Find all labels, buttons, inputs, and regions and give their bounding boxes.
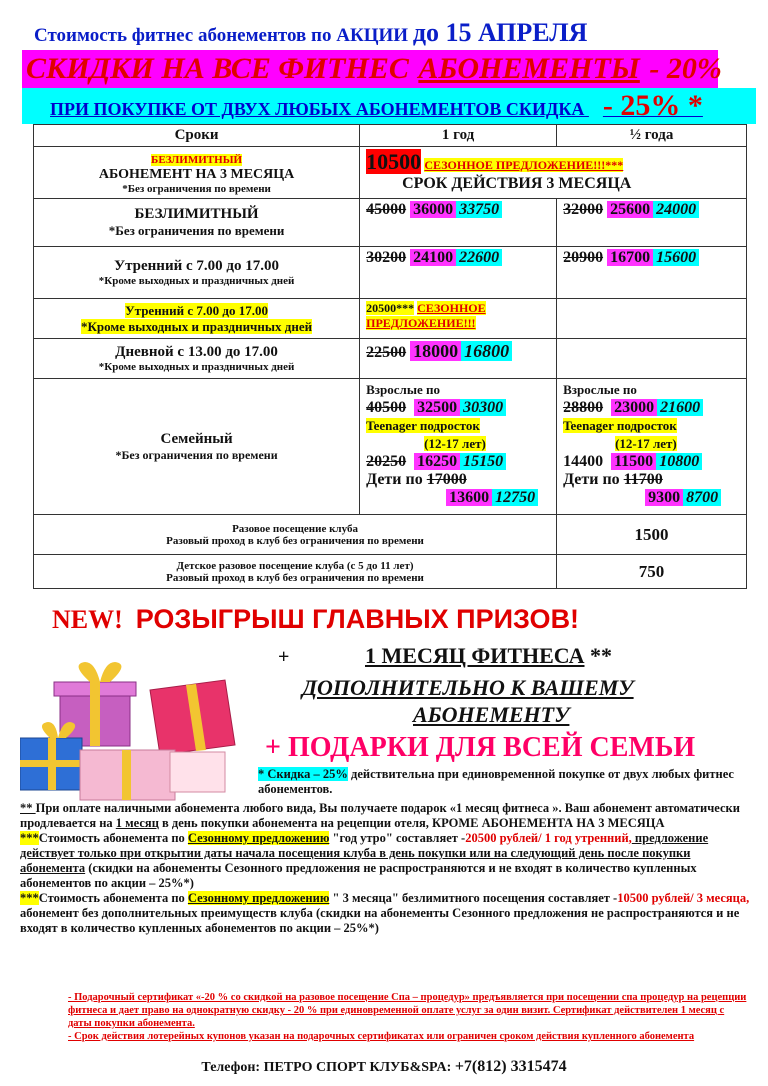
- plus-sign: +: [278, 646, 290, 668]
- row-name: Семейный: [160, 430, 233, 447]
- bonus-extra-line1: ДОПОЛНИТЕЛЬНО К ВАШЕМУ: [302, 675, 634, 700]
- row-name-cell: [34, 555, 557, 589]
- price-25: 24000: [653, 201, 699, 218]
- old-price: 40500: [366, 399, 407, 416]
- row-note: *Без ограничения по времени: [115, 447, 278, 462]
- note-text: Стоимость абонемента по: [38, 831, 188, 845]
- note-cash: [20, 801, 750, 831]
- col-year: 1 год: [360, 125, 557, 147]
- row-name-cell: [34, 515, 557, 555]
- row-name: Разовое посещение клуба: [232, 522, 358, 535]
- family-half: [557, 379, 747, 515]
- price-half: [557, 199, 747, 247]
- contact-phone: [0, 1058, 768, 1076]
- price-half: [557, 247, 747, 299]
- note-seasonal-3months: [20, 891, 750, 936]
- price-year: [360, 199, 557, 247]
- note-text: Сезонному предложению: [187, 831, 330, 845]
- price-20: 9300: [645, 489, 683, 506]
- row-note: Разовый проход в клуб без ограничения по времени: [166, 571, 424, 584]
- seasonal-morning-price: 20500***: [366, 301, 415, 315]
- table-row: [34, 147, 747, 199]
- old-price: 17000: [426, 471, 467, 488]
- row-name-cell: [34, 299, 360, 339]
- table-row: [34, 299, 747, 339]
- table-row: [34, 379, 747, 515]
- price-25: 8700: [683, 489, 721, 506]
- price-20: 16700: [607, 249, 653, 266]
- price-20: 23000: [611, 399, 657, 416]
- price-20: 11500: [611, 453, 656, 470]
- seasonal-morning-cell: [360, 299, 557, 339]
- coupon-note: - Срок действия лотерейных купонов указан на подарочных сертификатах или ограничен сроком действия купленного абонемента: [68, 1031, 695, 1042]
- old-price: 11700: [623, 471, 663, 488]
- prize-draw-text: РОЗЫГРЫШ ГЛАВНЫХ ПРИЗОВ!: [135, 604, 580, 634]
- row-name: Утренний с 7.00 до 17.00: [125, 302, 269, 318]
- seasonal-morning-offer: СЕЗОННОЕ ПРЕДЛОЖЕНИЕ!!!: [366, 301, 486, 330]
- note-text: Стоимость абонемента по: [38, 891, 188, 905]
- note-marker: ***: [20, 831, 39, 845]
- note-text: Сезонному предложению: [187, 891, 330, 905]
- gift-boxes-icon: [20, 660, 250, 810]
- note-seasonal-morning: [20, 831, 750, 891]
- price-20: 18000: [410, 341, 461, 361]
- note-text: предложение действует только при открытии даты начала посещения клуба в день покупки или на следующий день после покупки абонемента: [20, 831, 709, 875]
- row-name-cell: [34, 147, 360, 199]
- row-note: *Без ограничения по времени: [122, 182, 271, 195]
- row-name: Утренний с 7.00 до 17.00: [114, 258, 279, 274]
- table-row: [34, 339, 747, 379]
- price-year: [360, 247, 557, 299]
- row-name: Дневной с 13.00 до 17.00: [115, 344, 278, 360]
- empty-cell: [557, 299, 747, 339]
- fine-print: [68, 991, 748, 1043]
- banner-text-b: АБОНЕМЕНТЫ: [418, 52, 640, 85]
- seasonal-price: 10500: [366, 149, 422, 174]
- title-date: до 15 АПРЕЛЯ: [412, 18, 588, 47]
- banner2-text: ПРИ ПОКУПКЕ ОТ ДВУХ ЛЮБЫХ АБОНЕМЕНТОВ СКИДКА: [50, 99, 589, 119]
- teen-age: (12-17 лет): [424, 436, 486, 451]
- row-note: *Кроме выходных и праздничных дней: [81, 318, 313, 334]
- note-discount-highlight: * Скидка – 25%: [258, 767, 348, 781]
- row-note: *Кроме выходных и праздничных дней: [98, 275, 295, 287]
- row-name: Детское разовое посещение клуба (с 5 до 11 лет): [176, 559, 414, 572]
- single-visit-price: 1500: [557, 515, 747, 555]
- seasonal-offer: СЕЗОННОЕ ПРЕДЛОЖЕНИЕ!!!***: [424, 158, 624, 172]
- row-name-cell: [34, 247, 360, 299]
- price-20: 16250: [414, 453, 460, 470]
- kids-label: Дети по: [366, 471, 427, 488]
- note-text: в день покупки абонемента на рецепции отеля, КРОМЕ АБОНЕМЕНТА НА 3 МЕСЯЦА: [158, 816, 665, 830]
- price-table: [33, 124, 747, 589]
- family-year: [360, 379, 557, 515]
- note-discount: [258, 767, 758, 797]
- price-25: 12750: [492, 489, 538, 506]
- phone-label: Телефон: ПЕТРО СПОРТ КЛУБ&SPA:: [201, 1060, 455, 1075]
- col-terms: Сроки: [34, 125, 360, 147]
- kids-visit-price: 750: [557, 555, 747, 589]
- row-note: *Без ограничения по времени: [108, 223, 285, 238]
- price-year: [360, 339, 557, 379]
- row-note: Разовый проход в клуб без ограничения по времени: [166, 534, 424, 547]
- note-price: 10500 рублей/ 3 месяца,: [617, 891, 750, 905]
- old-price: 14400: [563, 453, 604, 470]
- seasonal-cell: [360, 147, 747, 199]
- bonus-month-star: **: [584, 643, 612, 668]
- discount-banner-20: [22, 50, 722, 88]
- note-text: "год утро" составляет -: [329, 831, 466, 845]
- table-row: [34, 199, 747, 247]
- old-price: 45000: [366, 201, 407, 218]
- title-text: Стоимость фитнес абонементов по АКЦИИ: [34, 25, 413, 46]
- banner-text-a: СКИДКИ НА ВСЕ ФИТНЕС: [26, 52, 417, 85]
- note-text: 1 месяц: [115, 816, 159, 830]
- table-header-row: [34, 125, 747, 147]
- price-25: 30300: [460, 399, 506, 416]
- old-price: 30200: [366, 249, 407, 266]
- bonus-month-text: 1 МЕСЯЦ ФИТНЕСА: [365, 643, 585, 668]
- price-25: 16800: [461, 341, 512, 361]
- price-25: 22600: [456, 249, 502, 266]
- price-25: 21600: [657, 399, 703, 416]
- adults-label: Взрослые по: [366, 382, 440, 397]
- banner-text-c: - 20%: [641, 52, 722, 85]
- price-20: 36000: [410, 201, 456, 218]
- table-row: [34, 515, 747, 555]
- old-price: 20250: [366, 453, 407, 470]
- header-title: [34, 18, 587, 48]
- teen-label: Teenager подросток: [563, 418, 677, 433]
- note-marker: **: [20, 801, 36, 815]
- row-name-cell: [34, 379, 360, 515]
- note-marker: ***: [20, 891, 39, 905]
- old-price: 32000: [563, 201, 604, 218]
- old-price: 20900: [563, 249, 604, 266]
- note-text: абонемент без дополнительных преимуществ клуба (скидки на абонементы Сезонного предложения не распространяются и не входят в количество купленных абонементов по акции – 25%*): [20, 906, 740, 935]
- kids-label: Дети по: [563, 471, 624, 488]
- note-discount-text: действительна при единовременной покупке от двух любых фитнес абонементов.: [258, 767, 734, 796]
- price-25: 33750: [456, 201, 502, 218]
- old-price: 28800: [563, 399, 604, 416]
- new-label: NEW!: [52, 605, 123, 634]
- row-note: *Кроме выходных и праздничных дней: [98, 361, 295, 373]
- phone-number[interactable]: +7(812) 3315474: [454, 1058, 567, 1075]
- col-half-year: ½ года: [557, 125, 747, 147]
- discount-banner-25: [22, 88, 756, 124]
- price-25: 15150: [460, 453, 506, 470]
- certificate-note: - Подарочный сертификат «-20 % со скидкой на разовое посещение Спа – процедур» предъявляется при посещении спа процедур на рецепции фитнеса и дает право на однократную скидку - 20 % при единовременной оплате услуг за один визит. Сертификат действителен 1 месяц с даты покупки абонемента.: [68, 992, 747, 1029]
- old-price: 22500: [366, 344, 407, 361]
- seasonal-term: СРОК ДЕЙСТВИЯ 3 МЕСЯЦА: [402, 175, 632, 192]
- bonus-month: [365, 643, 612, 669]
- row-name: АБОНЕМЕНТ НА 3 МЕСЯЦА: [98, 166, 295, 182]
- table-row: [34, 555, 747, 589]
- price-20: 24100: [410, 249, 456, 266]
- note-text: При оплате наличными абонемента любого вида, Вы получаете подарок «1 месяц фитнеса ». Ваш абонемент автоматически продлевается на: [20, 801, 740, 830]
- adults-label: Взрослые по: [563, 382, 637, 397]
- row-name-cell: [34, 339, 360, 379]
- price-25: 10800: [656, 453, 702, 470]
- bonus-extra-line2: АБОНЕМЕНТУ: [413, 702, 570, 727]
- teen-age: (12-17 лет): [615, 436, 677, 451]
- price-25: 15600: [653, 249, 699, 266]
- price-20: 13600: [446, 489, 492, 506]
- prize-draw-heading: [52, 604, 579, 635]
- row-name: БЕЗЛИМИТНЫЙ: [134, 206, 259, 222]
- teen-label: Teenager подросток: [366, 418, 480, 433]
- note-price: 20500 рублей/ 1 год утренний,: [465, 831, 632, 845]
- note-text: (скидки на абонементы Сезонного предложения не распространяются и не входят в количество купленных абонементов по акции – 25%*): [20, 861, 697, 890]
- notes-block: [20, 801, 750, 936]
- banner2-percent: - 25% *: [602, 89, 703, 122]
- price-20: 32500: [414, 399, 460, 416]
- empty-cell: [557, 339, 747, 379]
- price-20: 25600: [607, 201, 653, 218]
- row-name-cell: [34, 199, 360, 247]
- note-text: " 3 месяца" безлимитного посещения составляет -: [329, 891, 618, 905]
- unlimited-tag: БЕЗЛИМИТНЫЙ: [151, 153, 243, 166]
- table-row: [34, 247, 747, 299]
- family-gifts-heading: + ПОДАРКИ ДЛЯ ВСЕЙ СЕМЬИ: [265, 732, 696, 763]
